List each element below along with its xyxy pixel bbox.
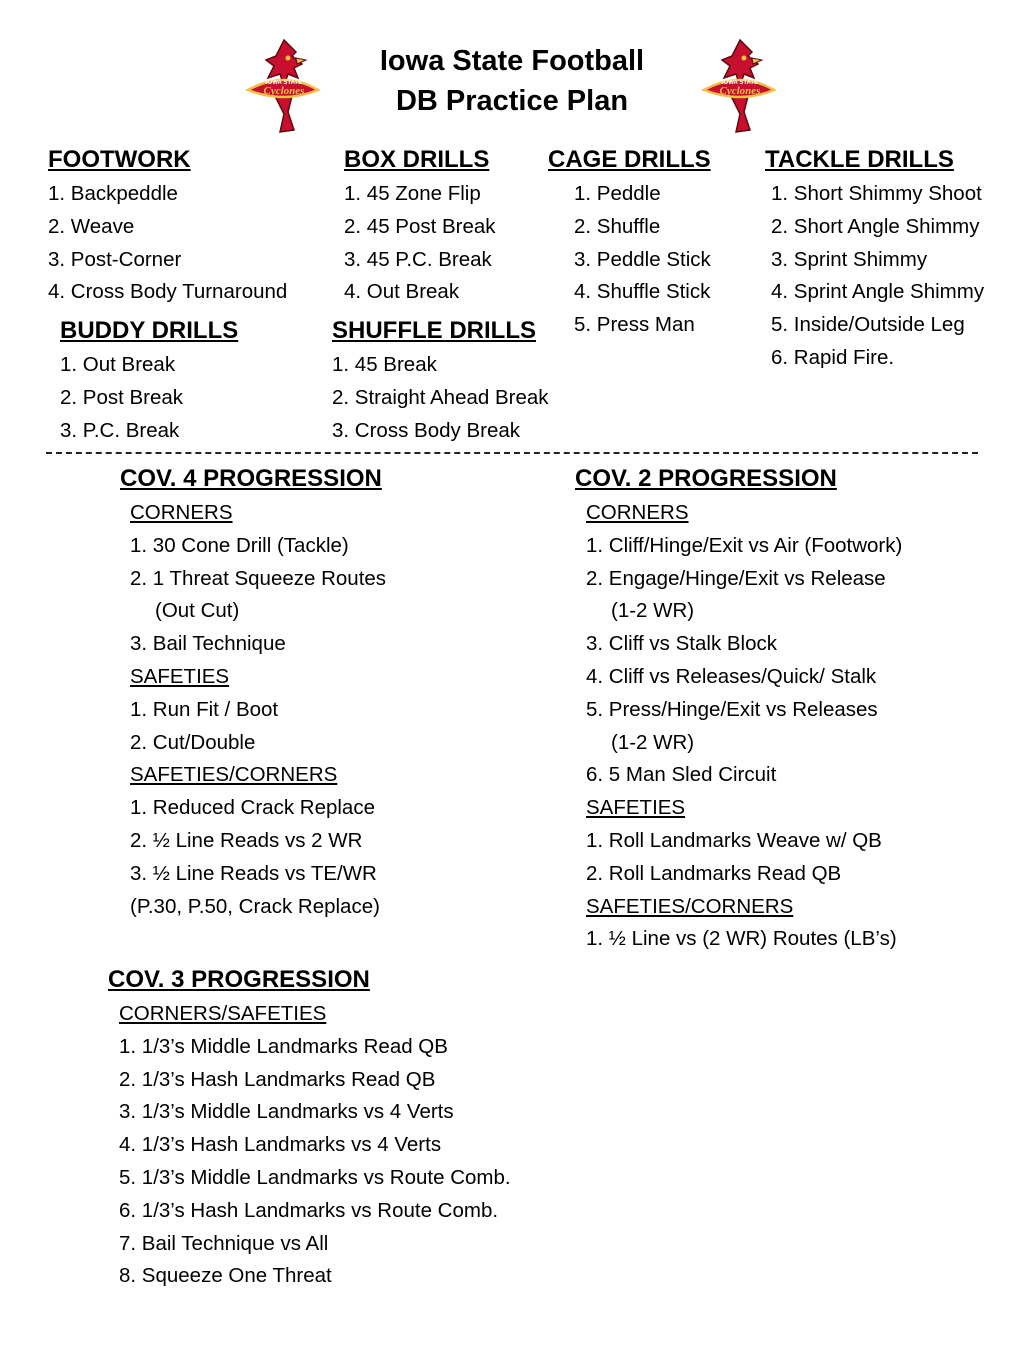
cov2-list bbox=[586, 497, 902, 956]
list-item: 6. Rapid Fire. bbox=[771, 345, 895, 369]
list-item: 3. 1/3’s Middle Landmarks vs 4 Verts bbox=[119, 1100, 454, 1124]
cov2-header: COV. 2 PROGRESSION bbox=[575, 465, 837, 492]
list-item: 4. Shuffle Stick bbox=[574, 280, 711, 304]
list-item: 4. Cross Body Turnaround bbox=[48, 280, 288, 304]
list-item: (P.30, P.50, Crack Replace) bbox=[130, 894, 380, 918]
box-drills-list bbox=[344, 178, 496, 309]
list-item: 3. P.C. Break bbox=[60, 418, 180, 442]
buddy-drills-list bbox=[60, 349, 183, 447]
cov4-header: COV. 4 PROGRESSION bbox=[120, 465, 382, 492]
shuffle-drills-list bbox=[332, 349, 549, 447]
list-item: 1. Out Break bbox=[60, 353, 176, 376]
section-divider bbox=[46, 452, 978, 454]
cage-drills-list bbox=[574, 178, 711, 342]
list-item: 1. Roll Landmarks Weave w/ QB bbox=[586, 828, 882, 852]
list-item: 6. 5 Man Sled Circuit bbox=[586, 763, 777, 787]
list-item: 3. Bail Technique bbox=[130, 632, 286, 656]
list-item: 1. Reduced Crack Replace bbox=[130, 796, 375, 820]
list-item: 3. Cliff vs Stalk Block bbox=[586, 632, 778, 656]
cov4-subheader-safeties: SAFETIES bbox=[130, 664, 230, 688]
footwork-header: FOOTWORK bbox=[48, 146, 191, 173]
list-item: 2. Roll Landmarks Read QB bbox=[586, 861, 842, 885]
list-item: (1-2 WR) bbox=[611, 599, 695, 623]
cov3-list bbox=[119, 998, 511, 1293]
list-item: 4. Sprint Angle Shimmy bbox=[771, 280, 985, 304]
cov3-subheader-corners-safeties: CORNERS/SAFETIES bbox=[119, 1002, 327, 1025]
list-item: 4. Out Break bbox=[344, 280, 460, 304]
cage-drills-header: CAGE DRILLS bbox=[548, 146, 711, 173]
list-item: 8. Squeeze One Threat bbox=[119, 1264, 332, 1288]
list-item: 4. Cliff vs Releases/Quick/ Stalk bbox=[586, 664, 877, 688]
list-item: 3. Peddle Stick bbox=[574, 247, 711, 271]
list-item: 2. ½ Line Reads vs 2 WR bbox=[130, 828, 363, 852]
list-item: 2. Short Angle Shimmy bbox=[771, 214, 980, 238]
list-item: 2. Post Break bbox=[60, 385, 184, 409]
list-item: 3. Sprint Shimmy bbox=[771, 247, 928, 271]
list-item: 3. Post-Corner bbox=[48, 247, 182, 271]
list-item: 5. Press/Hinge/Exit vs Releases bbox=[586, 697, 878, 721]
list-item: (Out Cut) bbox=[155, 599, 240, 623]
list-item: 6. 1/3’s Hash Landmarks vs Route Comb. bbox=[119, 1198, 499, 1222]
cov4-list bbox=[130, 497, 386, 923]
page-title-line-1: Iowa State Football bbox=[379, 45, 645, 77]
list-item: 1. Run Fit / Boot bbox=[130, 697, 279, 721]
list-item: 1. 45 Zone Flip bbox=[344, 182, 481, 205]
list-item: 3. ½ Line Reads vs TE/WR bbox=[130, 861, 377, 885]
buddy-drills-header: BUDDY DRILLS bbox=[60, 317, 239, 344]
cov2-subheader-corners: CORNERS bbox=[586, 501, 689, 524]
list-item: 2. Shuffle bbox=[574, 214, 661, 238]
list-item: 2. 1 Threat Squeeze Routes bbox=[130, 566, 387, 590]
cov2-subheader-safeties-corners: SAFETIES/CORNERS bbox=[586, 894, 794, 918]
box-drills-header: BOX DRILLS bbox=[344, 146, 490, 173]
cov4-subheader-corners: CORNERS bbox=[130, 501, 233, 524]
logo-wordmark-top: IOWA STATE bbox=[721, 80, 759, 86]
list-item: 1. 45 Break bbox=[332, 353, 437, 376]
list-item: 2. Straight Ahead Break bbox=[332, 385, 549, 409]
tackle-drills-list bbox=[771, 178, 984, 375]
page-title-line-2: DB Practice Plan bbox=[395, 85, 629, 117]
list-item: 3. 45 P.C. Break bbox=[344, 247, 492, 271]
list-item: 1. Short Shimmy Shoot bbox=[771, 182, 982, 205]
cov3-header: COV. 3 PROGRESSION bbox=[108, 966, 370, 993]
list-item: 4. 1/3’s Hash Landmarks vs 4 Verts bbox=[119, 1133, 442, 1157]
logo-wordmark-top: IOWA STATE bbox=[265, 80, 303, 86]
list-item: 5. 1/3’s Middle Landmarks vs Route Comb. bbox=[119, 1165, 511, 1189]
list-item: 2. Engage/Hinge/Exit vs Release bbox=[586, 566, 886, 590]
list-item: 1. ½ Line vs (2 WR) Routes (LB’s) bbox=[586, 927, 897, 951]
list-item: 7. Bail Technique vs All bbox=[119, 1231, 329, 1255]
footwork-list bbox=[48, 178, 287, 309]
logo-wordmark-main: Cyclones bbox=[719, 85, 761, 97]
list-item: 1. 30 Cone Drill (Tackle) bbox=[130, 533, 349, 557]
tackle-drills-header: TACKLE DRILLS bbox=[765, 146, 954, 173]
list-item: 2. Cut/Double bbox=[130, 730, 256, 754]
cov4-subheader-safeties-corners: SAFETIES/CORNERS bbox=[130, 763, 338, 787]
list-item: 2. 45 Post Break bbox=[344, 214, 496, 238]
list-item: 2. Weave bbox=[48, 214, 135, 238]
list-item: 5. Press Man bbox=[574, 313, 695, 337]
shuffle-drills-header: SHUFFLE DRILLS bbox=[332, 317, 536, 344]
list-item: 1. Cliff/Hinge/Exit vs Air (Footwork) bbox=[586, 533, 903, 557]
list-item: 3. Cross Body Break bbox=[332, 418, 520, 442]
list-item: 1. Peddle bbox=[574, 182, 661, 205]
list-item: 5. Inside/Outside Leg bbox=[771, 313, 965, 337]
cov2-subheader-safeties: SAFETIES bbox=[586, 796, 686, 820]
list-item: 1. 1/3’s Middle Landmarks Read QB bbox=[119, 1034, 448, 1058]
list-item: (1-2 WR) bbox=[611, 730, 695, 754]
logo-wordmark-main: Cyclones bbox=[263, 85, 305, 97]
list-item: 1. Backpeddle bbox=[48, 182, 178, 205]
list-item: 2. 1/3’s Hash Landmarks Read QB bbox=[119, 1067, 436, 1091]
